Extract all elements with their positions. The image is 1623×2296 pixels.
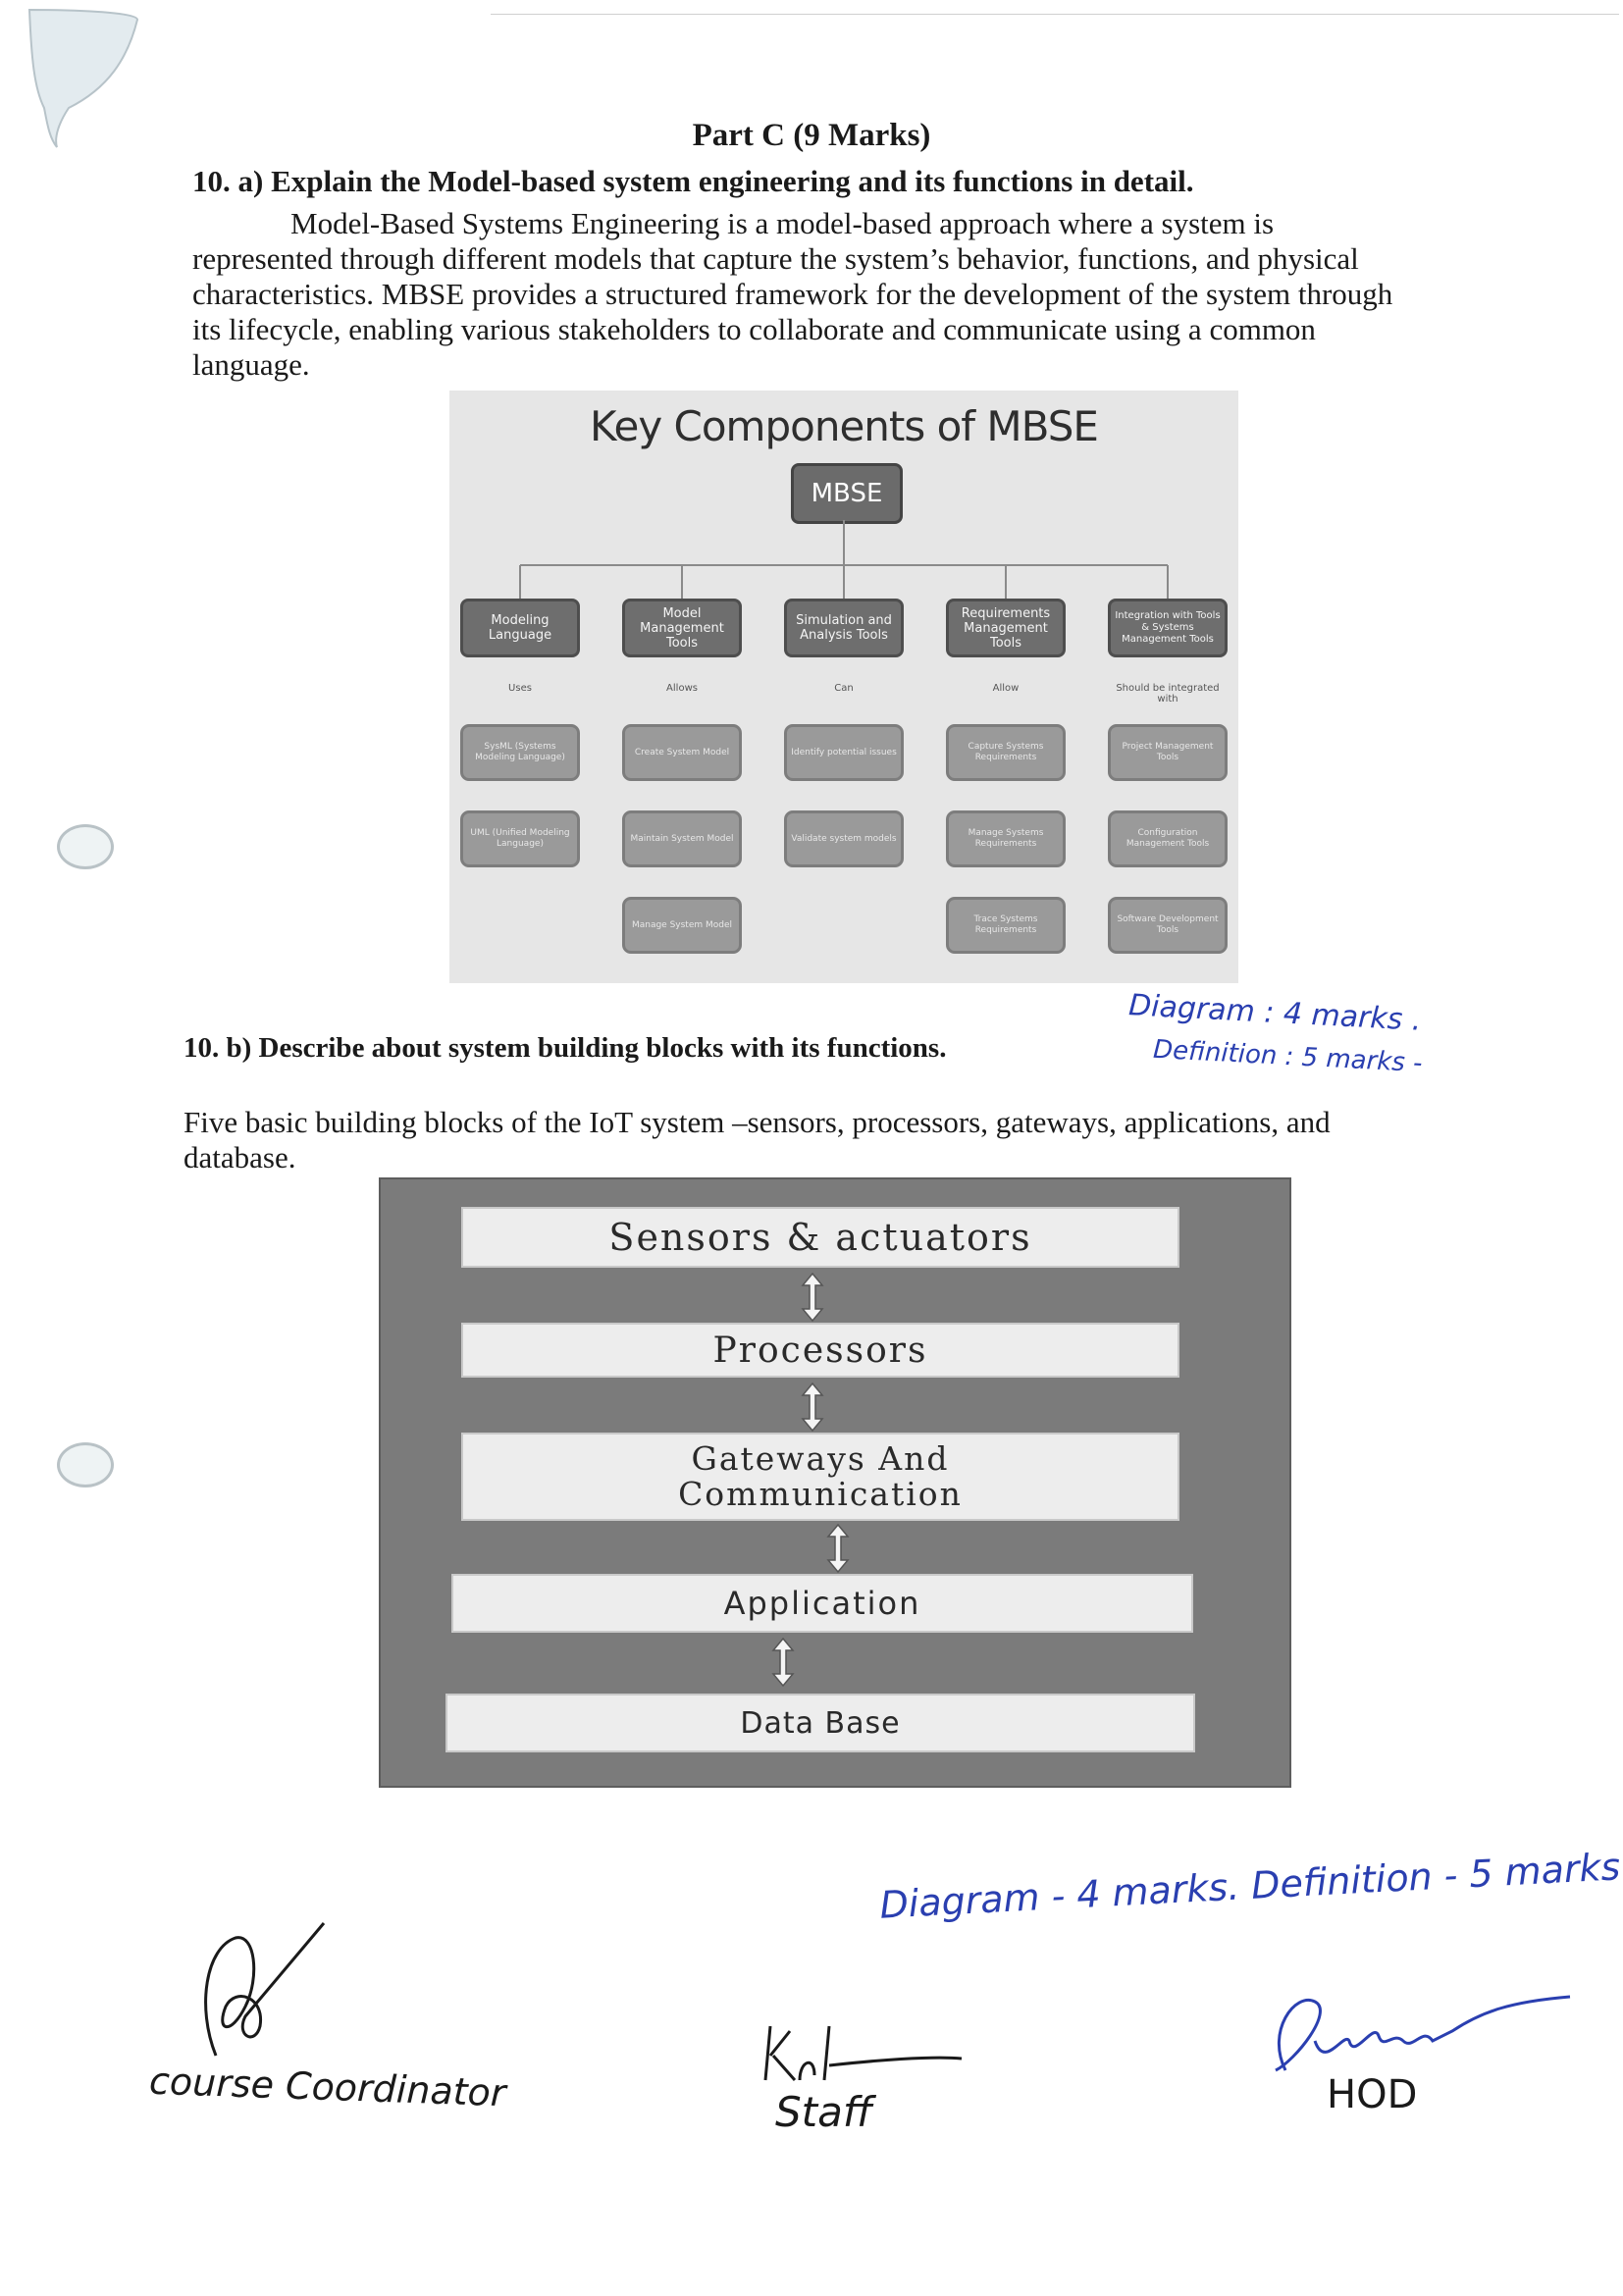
mbse-category-verb: Uses — [508, 683, 532, 694]
answer-10a-line: characteristics. MBSE provides a structured framework for the development of the system through — [192, 277, 1393, 311]
handwritten-marks-note-2: Definition : 5 marks - — [1152, 1034, 1424, 1079]
mbse-diagram-title: Key Components of MBSE — [590, 402, 1098, 450]
punch-hole-lower — [57, 1442, 114, 1487]
block-gateways-communication — [461, 1433, 1179, 1521]
mbse-root-node: MBSE — [791, 463, 903, 524]
part-heading: Part C (9 Marks) — [692, 118, 931, 153]
mbse-item: Manage System Model — [622, 897, 742, 954]
answer-10b-line: Five basic building blocks of the IoT system –sensors, processors, gateways, applications, and — [183, 1105, 1331, 1139]
answer-10a-line: language. — [192, 347, 310, 382]
double-arrow-icon — [801, 1382, 824, 1433]
iot-building-blocks-diagram — [379, 1177, 1291, 1788]
mbse-item: SysML (Systems Modeling Language) — [460, 724, 580, 781]
mbse-item: Identify potential issues — [784, 724, 904, 781]
mbse-category-integration-tools: Integration with Tools & Systems Management Tools — [1108, 599, 1228, 657]
block-sensors-actuators: Sensors & actuators — [461, 1207, 1179, 1268]
answer-10a — [192, 206, 1527, 383]
block-processors: Processors — [461, 1323, 1179, 1378]
block-gateways-line2: Communication — [678, 1475, 963, 1513]
mbse-item: Create System Model — [622, 724, 742, 781]
mbse-category-modeling-language: Modeling Language — [460, 599, 580, 657]
mbse-item: Configuration Management Tools — [1108, 810, 1228, 867]
mbse-category-model-management-tools: Model Management Tools — [622, 599, 742, 657]
double-arrow-icon — [801, 1272, 824, 1323]
mbse-category-verb: Should be integrated with — [1116, 683, 1220, 704]
mbse-item: UML (Unified Modeling Language) — [460, 810, 580, 867]
course-coordinator-signature — [177, 1918, 343, 2065]
staff-label: Staff — [775, 2088, 873, 2136]
mbse-item: Maintain System Model — [622, 810, 742, 867]
answer-10a-line: its lifecycle, enabling various stakeholders to collaborate and communicate using a common — [192, 312, 1316, 346]
double-arrow-icon — [771, 1637, 795, 1688]
hod-signature — [1256, 1972, 1580, 2080]
question-10b: 10. b) Describe about system building blocks with its functions. — [183, 1032, 947, 1064]
mbse-item: Trace Systems Requirements — [946, 897, 1066, 954]
course-coordinator-label: course Coordinator — [148, 2059, 507, 2115]
question-10a: 10. a) Explain the Model-based system engineering and its functions in detail. — [192, 164, 1194, 198]
mbse-diagram — [449, 391, 1238, 983]
top-edge-line — [491, 14, 1619, 15]
mbse-item: Software Development Tools — [1108, 897, 1228, 954]
mbse-category-verb: Allows — [666, 683, 698, 694]
block-gateways-line1: Gateways And — [691, 1439, 950, 1478]
mbse-category-verb: Allow — [992, 683, 1020, 694]
staff-signature — [756, 2021, 971, 2090]
mbse-category-verb: Can — [834, 683, 854, 694]
answer-10b — [183, 1105, 1518, 1175]
mbse-item: Capture Systems Requirements — [946, 724, 1066, 781]
mbse-item: Project Management Tools — [1108, 724, 1228, 781]
hod-label: HOD — [1327, 2072, 1418, 2117]
answer-10a-line: Model-Based Systems Engineering is a model-based approach where a system is — [290, 206, 1275, 240]
mbse-category-simulation-analysis-tools: Simulation and Analysis Tools — [784, 599, 904, 657]
punch-hole-upper — [57, 824, 114, 869]
double-arrow-icon — [826, 1523, 850, 1574]
handwritten-marks-note-1: Diagram : 4 marks . — [1127, 988, 1423, 1038]
answer-10a-line: represented through different models that capture the system’s behavior, functions, and physical — [192, 241, 1359, 276]
answer-10b-line: database. — [183, 1140, 296, 1174]
block-database: Data Base — [445, 1694, 1195, 1752]
mbse-item: Validate system models — [784, 810, 904, 867]
mbse-item: Manage Systems Requirements — [946, 810, 1066, 867]
block-application: Application — [451, 1574, 1193, 1633]
mbse-category-requirements-management-tools: Requirements Management Tools — [946, 599, 1066, 657]
handwritten-marks-note-bottom: Diagram - 4 marks. Definition - 5 marks — [878, 1845, 1622, 1927]
